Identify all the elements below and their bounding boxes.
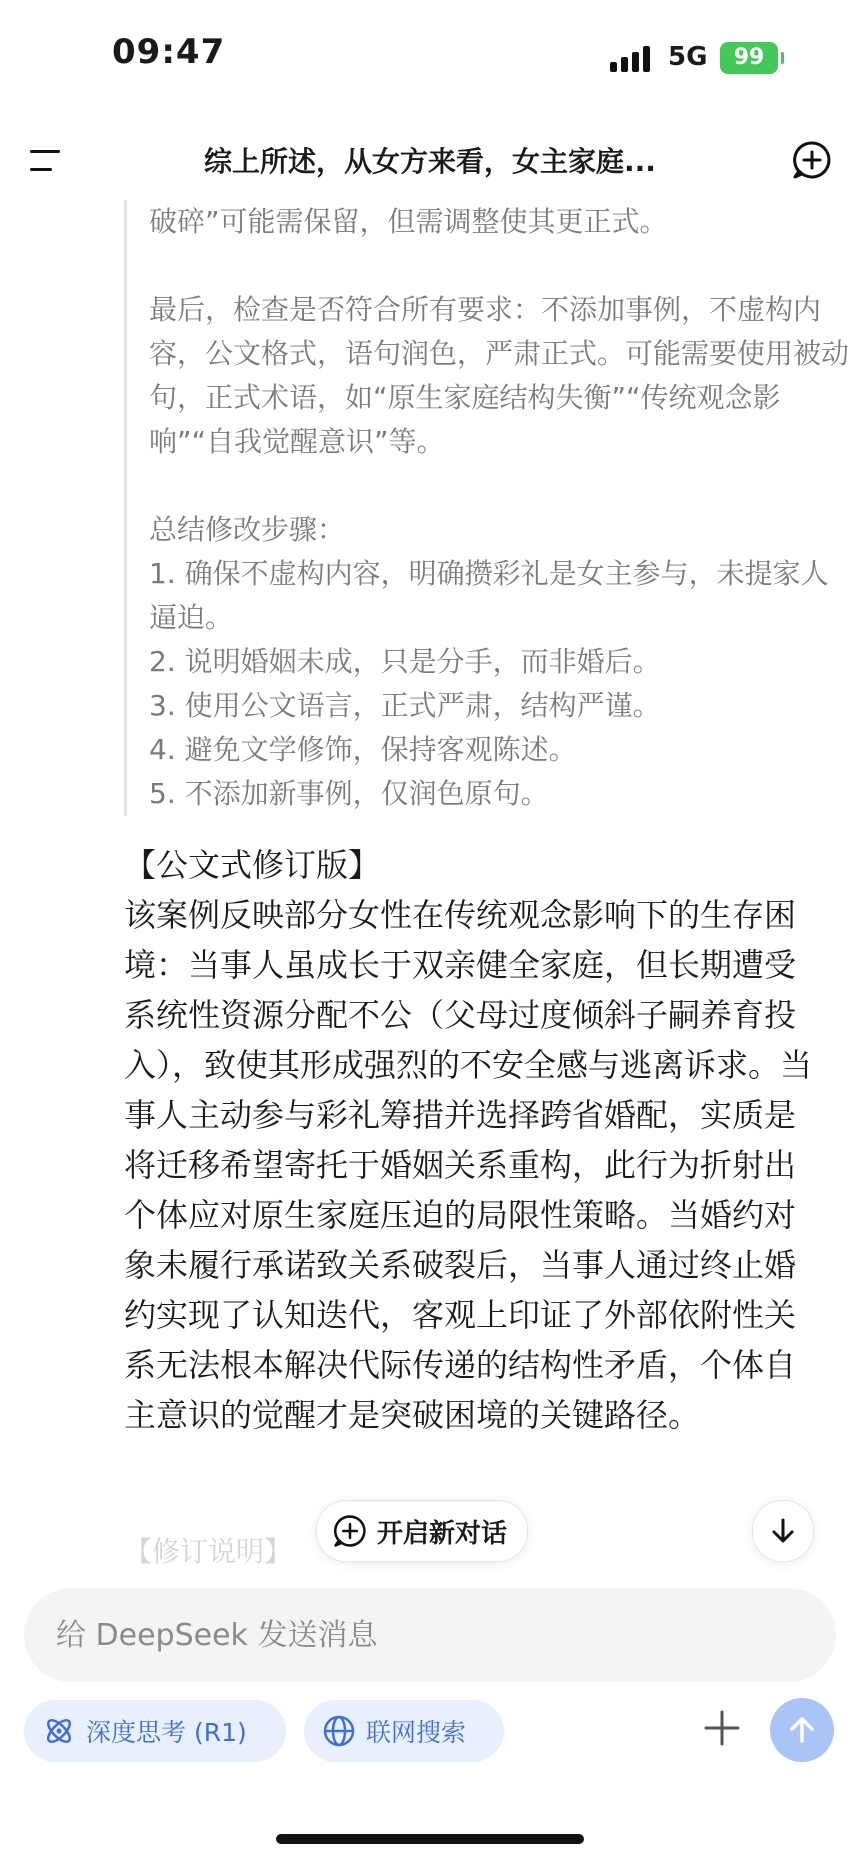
send-button[interactable]	[770, 1698, 834, 1762]
arrow-up-icon	[786, 1714, 818, 1746]
thinking-paragraph: 总结修改步骤：	[149, 513, 346, 546]
new-dialog-label: 开启新对话	[377, 1518, 508, 1549]
conversation-title: 综上所述，从女方来看，女主家庭...	[204, 145, 656, 178]
message-input[interactable]	[24, 1588, 836, 1682]
network-type: 5G	[668, 42, 708, 72]
thinking-paragraph: 破碎”可能需保留，但需调整使其更正式。	[149, 205, 668, 238]
answer-body: 该案例反映部分女性在传统观念影响下的生存困境：当事人虽成长于双亲健全家庭，但长期遭受系统性资源分配不公（父母过度倾斜子嗣养育投入），致使其形成强烈的不安全感与逃离诉求。当事人主动参与彩礼筹措并选择跨省婚配，实质是将迁移希望寄托于婚姻关系重构，此行为折射出个体应对原生家庭压迫的局限性策略。当婚约对象未履行承诺致关系破裂后，当事人通过终止婚约实现了认知迭代，客观上印证了外部依附性关系无法根本解决代际传递的结构性矛盾，个体自主意识的觉醒才是突破困境的关键路径。	[124, 896, 813, 1434]
chat-content[interactable]	[0, 200, 860, 1568]
plus-icon[interactable]	[700, 1706, 744, 1750]
battery-icon	[720, 42, 778, 74]
web-search-label: 联网搜索	[366, 1718, 467, 1747]
thinking-step: 2. 说明婚姻未成，只是分手，而非婚后。	[149, 645, 661, 678]
answer-block	[124, 840, 824, 1440]
deep-think-label: 深度思考 (R1)	[86, 1718, 247, 1747]
signal-icon	[610, 46, 660, 72]
answer-heading: 【公文式修订版】	[124, 846, 381, 884]
new-chat-icon	[333, 1514, 367, 1548]
menu-icon[interactable]	[30, 150, 66, 174]
header	[0, 120, 860, 200]
globe-icon	[322, 1714, 356, 1748]
home-indicator	[276, 1834, 584, 1844]
web-search-toggle[interactable]	[304, 1700, 504, 1762]
new-dialog-button[interactable]	[316, 1500, 528, 1562]
thinking-step: 4. 避免文学修饰，保持客观陈述。	[149, 733, 577, 766]
thinking-step: 1. 确保不虚构内容，明确攒彩礼是女主参与，未提家人逼迫。	[149, 557, 829, 634]
atom-icon	[42, 1714, 76, 1748]
arrow-down-icon	[768, 1516, 798, 1546]
battery-level: 99	[733, 45, 765, 70]
new-chat-icon[interactable]	[792, 140, 832, 180]
thinking-step: 3. 使用公文语言，正式严肃，结构严谨。	[149, 689, 661, 722]
thinking-paragraph: 最后，检查是否符合所有要求：不添加事例，不虚构内容，公文格式，语句润色，严肃正式。可能需要使用被动句，正式术语，如“原生家庭结构失衡”“传统观念影响”“自我觉醒意识”等。	[149, 293, 850, 458]
next-section-heading: 【修订说明】	[124, 1535, 293, 1568]
status-bar	[0, 0, 860, 110]
thinking-block	[124, 200, 849, 816]
deep-think-toggle[interactable]	[24, 1700, 286, 1762]
thinking-step: 5. 不添加新事例，仅润色原句。	[149, 777, 549, 810]
scroll-down-button[interactable]	[752, 1500, 814, 1562]
status-time: 09:47	[112, 32, 226, 72]
